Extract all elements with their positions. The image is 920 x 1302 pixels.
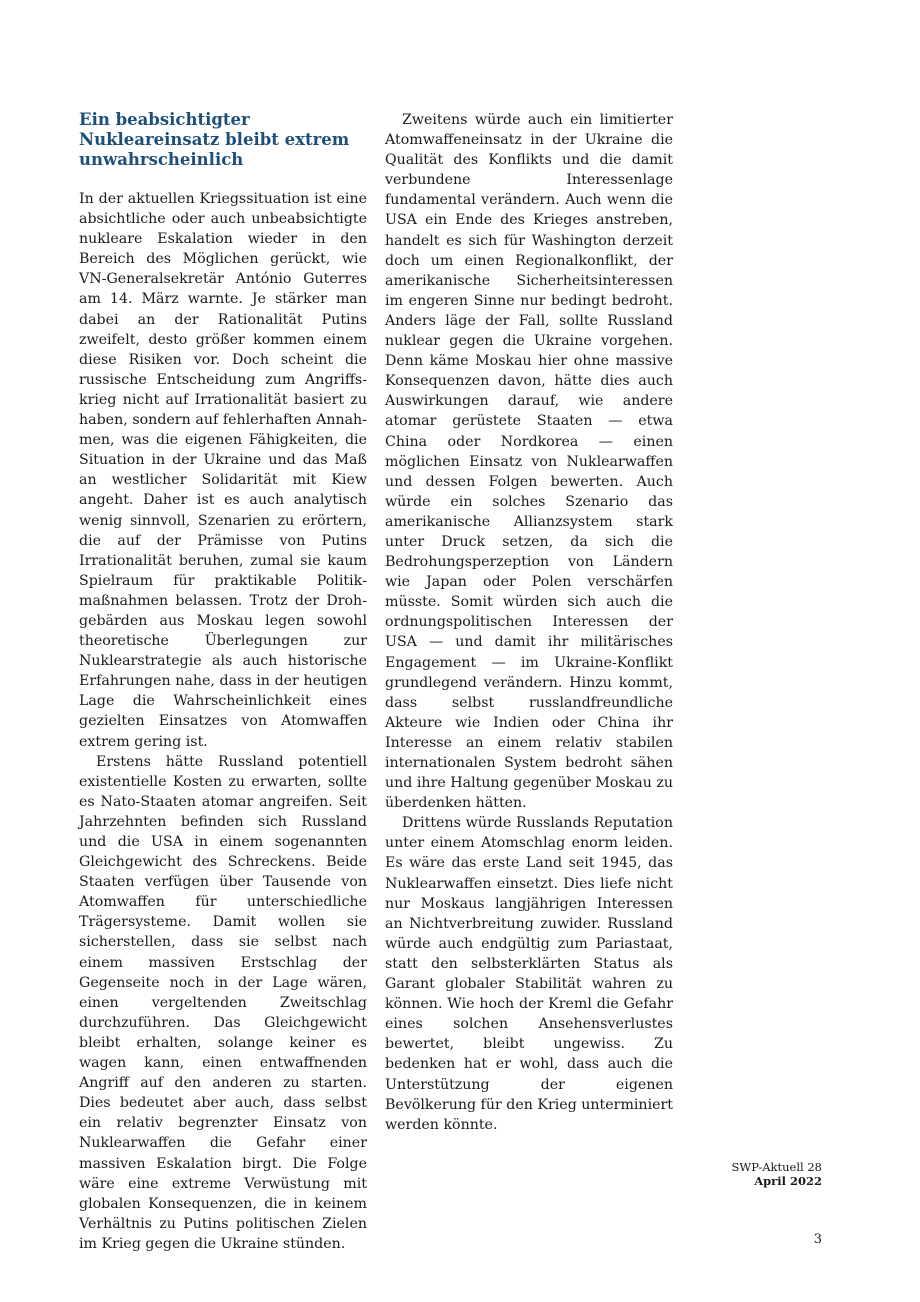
paragraph-first-reason: Erstens hätte Russland potentiell existentielle Kosten zu erwarten, sollte es Nato-Staaten atomar angreifen. Seit Jahrzehnten befinden sich Russland und die USA in einem sogenannten Gleichgewicht des Schreckens. Beide Staaten verfügen über Tausende von Atomwaffen für unterschiedliche Trägersysteme. Damit wollen sie sicherstellen, dass sie selbst nach einem massiven Erstschlag der Gegenseite noch in der Lage wären, einen vergeltenden Zweitschlag durchzuführen. Das Gleichgewicht bleibt erhalten, solange keiner es wagen kann, einen entwaffnenden Angriff auf den anderen zu starten. Dies bedeutet aber auch, dass selbst ein relativ begrenzter Einsatz von Nuklearwaffen die Gefahr einer massiven Eskalation birgt. Die Folge wäre eine extreme Verwüstung mit globalen Konsequenzen, die in keinem Verhältnis zu Putins politischen Zielen im Krieg gegen die Ukraine stünden. [79, 753, 367, 1252]
publication-date: April 2022 [754, 1174, 822, 1188]
page-number: 3 [813, 1232, 822, 1247]
paragraph-third-reason: Drittens würde Russlands Reputation unter einem Atomschlag enorm leiden. Es wäre das erste Land seit 1945, das Nuklearwaffen einsetzt. Dies liefe nicht nur Moskaus langjährigen Interessen an Nichtverbreitung zuwider. Russland würde auch endgültig zum Pariastaat, statt den selbsterklärten Status als Garant globaler Stabilität wahren zu können. Wie hoch der Kreml die Gefahr eines solchen Ansehensverlustes bewertet, bleibt ungewiss. Zu bedenken hat er wohl, dass auch die Unterstützung der eigenen Bevölkerung für den Krieg unterminiert werden könnte. [385, 815, 673, 1133]
section-heading: Ein beabsichtigter Nukleareinsatz bleibt extrem unwahrscheinlich [79, 110, 350, 169]
paragraph-intro: In der aktuellen Kriegssituation ist eine absichtliche oder auch unbeabsichtigte nukleare Eskalation wieder in den Bereich des Möglichen gerückt, wie VN-Generalsekretär António Guterres am 14. März warnte. Je stärker man dabei an der Rationalität Putins zweifelt, desto größer kommen einem diese Risiken vor. Doch scheint die russische Entscheidung zum Angriffskrieg nicht auf Irrationalität basiert zu haben, sondern auf fehlerhaften Annahmen, was die eigenen Fähigkeiten, die Situation in der Ukraine und das Maß an westlicher Solidarität mit Kiew angeht. Daher ist es auch analytisch wenig sinnvoll, Szenarien zu erörtern, die auf der Prämisse von Putins Irrationalität beruhen, zumal sie kaum Spielraum für praktikable Politikmaßnahmen belassen. Trotz der Drohgebärden aus Moskau legen sowohl theoretische Überlegungen zur Nuklearstrategie als auch historische Erfahrungen nahe, dass in der heutigen Lage die Wahrscheinlichkeit eines gezielten Einsatzes von Atomwaffen extrem gering ist. [79, 191, 367, 750]
publication-info [732, 1160, 822, 1188]
right-column [385, 110, 673, 1135]
publication-series: SWP-Aktuell 28 [731, 1160, 822, 1174]
left-column [79, 110, 367, 1254]
paragraph-second-reason: Zweitens würde auch ein limitierter Atomwaffeneinsatz in der Ukraine die Qualität des Konflikts und die damit verbundene Interessenlage fundamental verändern. Auch wenn die USA ein Ende des Krieges anstreben, handelt es sich für Washington derzeit doch um einen Regionalkonflikt, der amerikanische Sicherheitsinteressen im engeren Sinne nur bedingt bedroht. Anders läge der Fall, sollte Russland nuklear gegen die Ukraine vorgehen. Denn käme Moskau hier ohne massive Konsequenzen davon, hätte dies auch Auswirkungen darauf, wie andere atomar gerüstete Staaten — etwa China oder Nordkorea — einen möglichen Einsatz von Nuklearwaffen und dessen Folgen bewerten. Auch würde ein solches Szenario das amerikanische Allianzsystem stark unter Druck setzen, da sich die Bedrohungsperzeption von Ländern wie Japan oder Polen verschärfen müsste. Somit würden sich auch die ordnungspolitischen Interessen der USA — und damit ihr militärisches Engagement — im Ukraine-Konflikt grundlegend verändern. Hinzu kommt, dass selbst russlandfreundliche Akteure wie Indien oder China ihr Interesse an einem relativ stabilen internationalen System bedroht sähen und ihre Haltung gegenüber Moskau zu überdenken hätten. [385, 112, 673, 812]
